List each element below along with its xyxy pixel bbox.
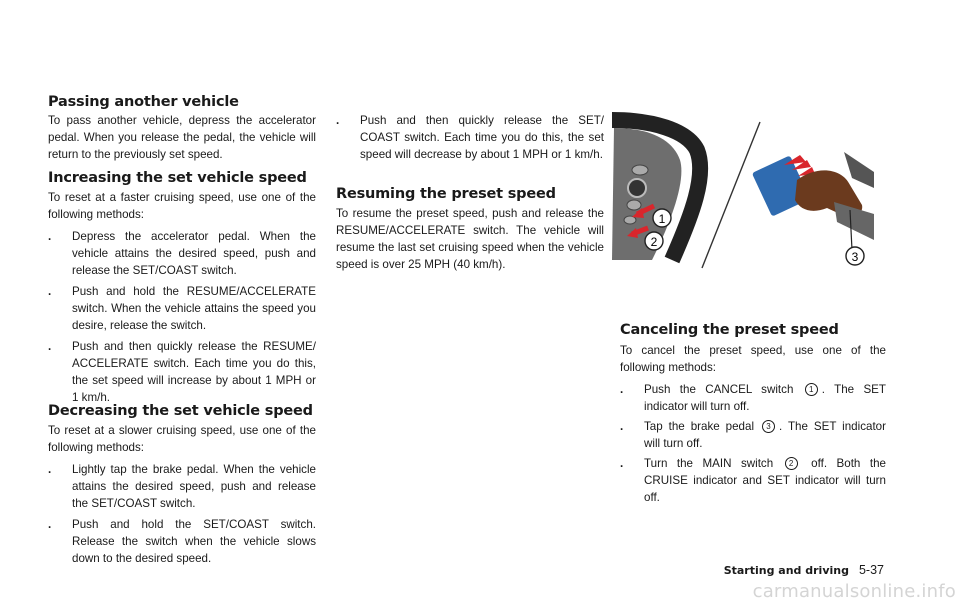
page-footer	[700, 563, 884, 577]
canceling-bullet-2	[620, 418, 886, 452]
bullet-dot: .	[48, 518, 52, 531]
resuming-heading: Resuming the preset speed	[336, 186, 556, 202]
passing-heading: Passing another vehicle	[48, 94, 239, 110]
bullet-dot: .	[48, 340, 52, 353]
callout-2-label: 2	[650, 235, 658, 249]
page-number: 5-37	[858, 563, 884, 577]
callout-2-icon: 2	[785, 457, 798, 470]
bullet-text: Depress the accelerator pedal. When the vehicle attains the desired speed, push and release the SET/COAST switch.	[72, 230, 316, 277]
callout-1-icon: 1	[805, 383, 818, 396]
increasing-intro: To reset at a faster cruising speed, use one of the following methods:	[48, 191, 316, 221]
bullet-text-pre: Push the CANCEL switch	[644, 383, 794, 396]
canceling-intro: To cancel the preset speed, use one of the following methods:	[620, 344, 886, 374]
bullet-text: Push and then quickly release the RESUME/ ACCELERATE switch. Each time you do this, the set speed will increase by about 1 MPH or 1 km/h.	[72, 340, 316, 404]
decreasing-bullet-1	[48, 461, 316, 512]
decreasing-heading: Decreasing the set vehicle speed	[48, 403, 313, 419]
bullet-dot: .	[620, 457, 624, 470]
bullet-text-post: . The SET indicator will turn off.	[644, 383, 886, 413]
bullet-text-post: off. Both the CRUISE indicator and SET indicator will turn off.	[644, 457, 886, 504]
switch-round	[628, 179, 646, 197]
switch-main	[624, 216, 636, 224]
bullet-text-pre: Tap the brake pedal	[644, 420, 755, 433]
section-title: Starting and driving	[723, 564, 849, 577]
bullet-dot: .	[620, 420, 624, 433]
bullet-text: Push and hold the SET/COAST switch. Release the switch when the vehicle slows down to the desired speed.	[72, 518, 316, 565]
bullet-text: Push and hold the RESUME/ACCELERATE switch. When the vehicle attains the speed you desire, release the switch.	[72, 285, 316, 332]
switch-set	[627, 200, 641, 210]
callout-1-label: 1	[658, 212, 666, 226]
bullet-dot: .	[48, 463, 52, 476]
bullet-dot: .	[620, 383, 624, 396]
increasing-bullet-3	[48, 338, 316, 406]
bullet-text: Push and then quickly release the SET/ COAST switch. Each time you do this, the set speed will decrease by about 1 MPH or 1 km/h.	[360, 114, 604, 161]
watermark: carmanualsonline.info	[752, 581, 956, 602]
increasing-bullet-2	[48, 283, 316, 334]
decreasing-bullet-3	[336, 112, 604, 163]
bullet-text: Lightly tap the brake pedal. When the vehicle attains the desired speed, push and release the SET/COAST switch.	[72, 463, 316, 510]
increasing-heading: Increasing the set vehicle speed	[48, 170, 307, 186]
decreasing-intro: To reset at a slower cruising speed, use one of the following methods:	[48, 424, 316, 454]
increasing-bullet-1	[48, 228, 316, 279]
cruise-control-illustration	[612, 110, 882, 270]
passing-body: To pass another vehicle, depress the accelerator pedal. When you release the pedal, the vehicle will return to the previously set speed.	[48, 114, 316, 161]
resuming-body: To resume the preset speed, push and release the RESUME/ACCELERATE switch. The vehicle will resume the last set cruising speed when the vehicle speed is over 25 MPH (40 km/h).	[336, 207, 604, 271]
switch-top	[632, 165, 648, 175]
bullet-dot: .	[336, 114, 340, 127]
callout-3-icon: 3	[762, 420, 775, 433]
canceling-heading: Canceling the preset speed	[620, 322, 839, 338]
bullet-text-post: . The SET indicator will turn off.	[644, 420, 886, 450]
bullet-text-pre: Turn the MAIN switch	[644, 457, 774, 470]
bullet-dot: .	[48, 285, 52, 298]
decreasing-bullet-2	[48, 516, 316, 567]
callout-3-label: 3	[851, 250, 859, 264]
canceling-bullet-3	[620, 455, 886, 506]
divider-line	[702, 122, 760, 268]
canceling-bullet-1	[620, 381, 886, 415]
bullet-dot: .	[48, 230, 52, 243]
